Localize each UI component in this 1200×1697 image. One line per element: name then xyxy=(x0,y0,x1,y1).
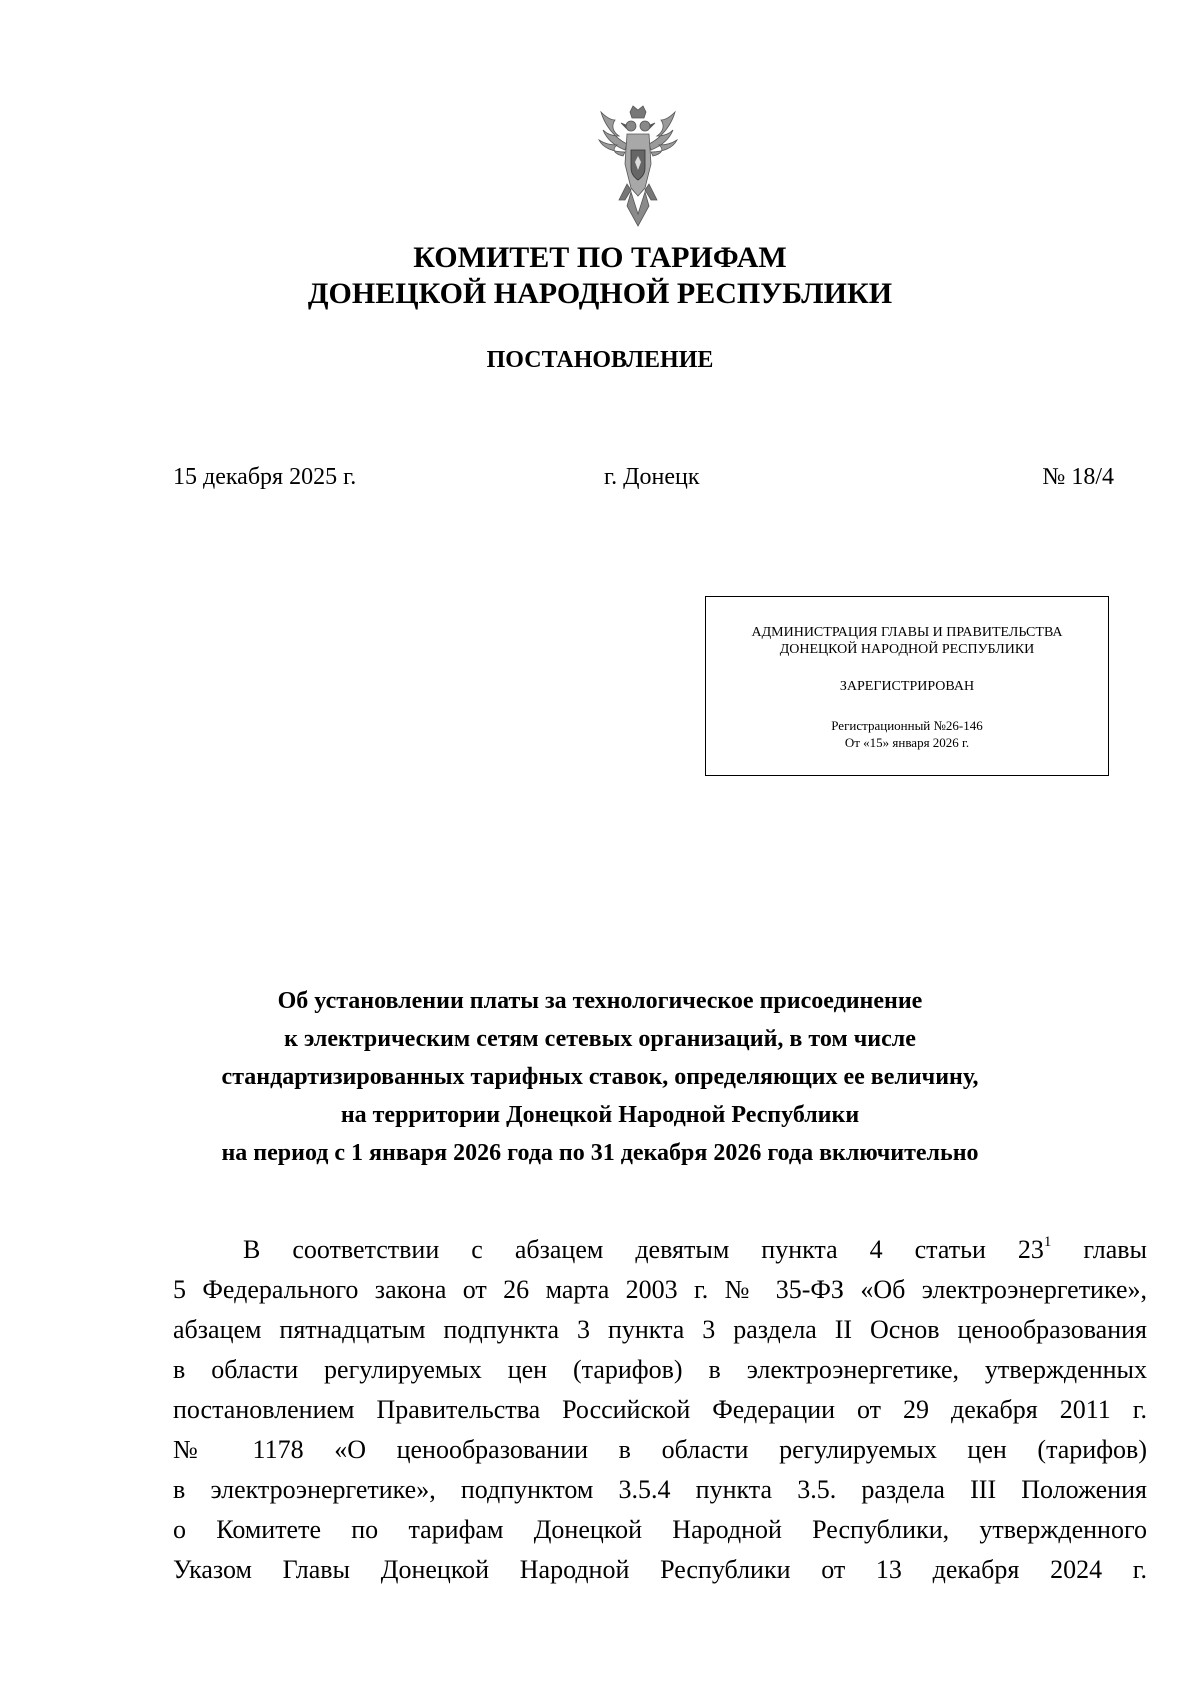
body-line: № 1178 «О ценообразовании в области регулируемых цен (тарифов) xyxy=(173,1435,1147,1464)
stamp-reg-number: Регистрационный №26-146 xyxy=(831,718,983,733)
stamp-status: ЗАРЕГИСТРИРОВАН xyxy=(839,679,975,694)
stamp-organization xyxy=(706,624,1108,658)
document-number: № 18/4 xyxy=(1042,464,1114,490)
registration-stamp xyxy=(705,596,1109,776)
body-line xyxy=(173,1230,1147,1270)
stamp-reg-date: От «15» января 2026 г. xyxy=(844,735,970,750)
superscript: 1 xyxy=(1043,1234,1052,1250)
title-line: Об установлении платы за технологическое присоединение xyxy=(277,988,923,1014)
document-type: ПОСТАНОВЛЕНИЕ xyxy=(486,347,714,373)
document-title xyxy=(0,982,1200,1172)
document-city: г. Донецк xyxy=(604,464,700,490)
body-line: в области регулируемых цен (тарифов) в электроэнергетике, утвержденных xyxy=(173,1355,1147,1384)
stamp-org-line: ДОНЕЦКОЙ НАРОДНОЙ РЕСПУБЛИКИ xyxy=(779,642,1035,657)
body-line: о Комитете по тарифам Донецкой Народной Республики, утвержденного xyxy=(173,1515,1147,1544)
body-text-fragment: В соответствии с абзацем девятым пункта 4 статьи 23 xyxy=(243,1235,1044,1264)
body-text-fragment: главы xyxy=(1051,1235,1148,1264)
stamp-registration xyxy=(706,717,1108,751)
body-line: 5 Федерального закона от 26 марта 2003 г. № 35-ФЗ «Об электроэнергетике», xyxy=(173,1275,1147,1304)
committee-line: ДОНЕЦКОЙ НАРОДНОЙ РЕСПУБЛИКИ xyxy=(307,277,893,310)
stamp-org-line: АДМИНИСТРАЦИЯ ГЛАВЫ И ПРАВИТЕЛЬСТВА xyxy=(751,625,1063,640)
body-line: постановлением Правительства Российской Федерации от 29 декабря 2011 г. xyxy=(173,1395,1147,1424)
title-line: на территории Донецкой Народной Республики xyxy=(340,1102,860,1128)
body-line: абзацем пятнадцатым подпункта 3 пункта 3 раздела II Основ ценообразования xyxy=(173,1315,1147,1344)
body-line: в электроэнергетике», подпунктом 3.5.4 пункта 3.5. раздела III Положения xyxy=(173,1475,1147,1504)
title-line: к электрическим сетям сетевых организаций, в том числе xyxy=(284,1026,916,1052)
document-date: 15 декабря 2025 г. xyxy=(173,464,357,490)
committee-name xyxy=(0,240,1200,312)
body-line: Указом Главы Донецкой Народной Республики от 13 декабря 2024 г. xyxy=(173,1555,1147,1584)
coat-of-arms-icon xyxy=(597,104,679,234)
committee-line: КОМИТЕТ ПО ТАРИФАМ xyxy=(413,241,787,274)
title-line: на период с 1 января 2026 года по 31 декабря 2026 года включительно xyxy=(221,1140,979,1166)
title-line: стандартизированных тарифных ставок, определяющих ее величину, xyxy=(221,1064,979,1090)
body-paragraph xyxy=(173,1230,1147,1590)
